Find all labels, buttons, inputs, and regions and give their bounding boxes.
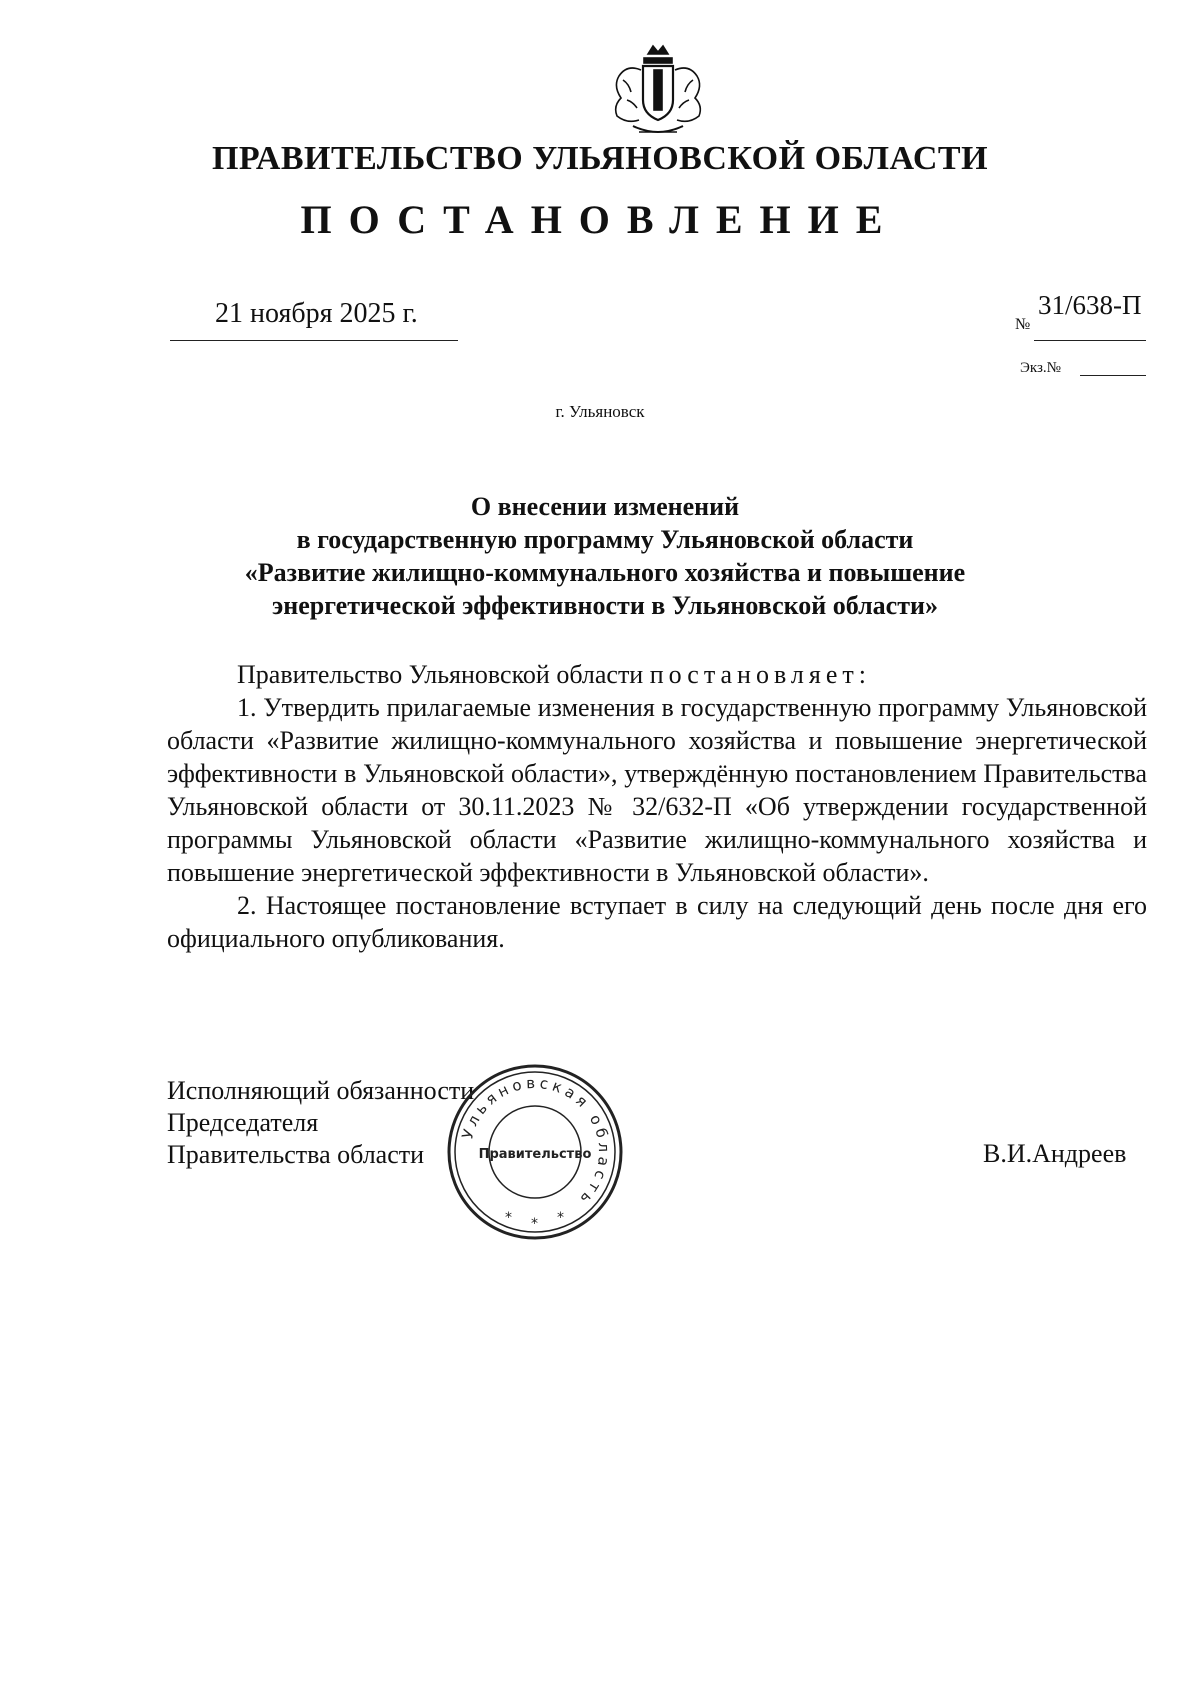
preamble-text: Правительство Ульяновской области — [237, 660, 650, 689]
city: г. Ульяновск — [555, 402, 645, 421]
document-number: 31/638-П — [1038, 290, 1142, 320]
paragraph-item-2: 2. Настоящее постановление вступает в силу на следующий день после дня его официального опубликования. — [167, 891, 1147, 953]
svg-text:Ульяновская область: Ульяновская область — [458, 1073, 614, 1211]
title-line: энергетической эффективности в Ульяновской области» — [272, 591, 938, 620]
svg-text:*: * — [557, 1210, 564, 1226]
copy-number-label: Экз.№ — [1020, 360, 1061, 376]
title-line: О внесении изменений — [470, 492, 740, 521]
preamble — [167, 658, 1147, 691]
document-type: ПОСТАНОВЛЕНИЕ — [300, 197, 900, 242]
svg-text:*: * — [531, 1216, 538, 1232]
position-line: Правительства области — [167, 1140, 425, 1169]
document-date: 21 ноября 2025 г. — [215, 298, 418, 329]
title-line: в государственную программу Ульяновской области — [296, 525, 914, 554]
signatory-position — [167, 1075, 474, 1171]
document-title — [220, 490, 990, 622]
paragraph-item-1: 1. Утвердить прилагаемые изменения в государственную программу Ульяновской области «Развитие жилищно-коммунального хозяйства и повышение энергетической эффективности в Ульяновской области», утверждённую постановлением Правительства Ульяновской области от 30.11.2023 № 32/632-П «Об утверждении государственной программы Ульяновской области «Развитие жилищно-коммунального хозяйства и повышение энергетической эффективности в Ульяновской области». — [167, 693, 1147, 887]
title-line: «Развитие жилищно-коммунального хозяйства и повышение — [244, 558, 966, 587]
position-line: Исполняющий обязанности — [167, 1076, 475, 1105]
number-label: № — [1015, 316, 1031, 333]
svg-text:Правительство: Правительство — [478, 1147, 592, 1162]
copy-number-underline — [1080, 375, 1146, 376]
number-underline — [1034, 340, 1146, 341]
organization-name: ПРАВИТЕЛЬСТВО УЛЬЯНОВСКОЙ ОБЛАСТИ — [211, 140, 989, 177]
coat-of-arms-emblem — [603, 40, 713, 140]
preamble-verb: постановляет: — [649, 660, 871, 689]
position-line: Председателя — [167, 1108, 319, 1137]
document-body — [167, 658, 1147, 955]
svg-text:*: * — [505, 1210, 512, 1226]
signatory-name: В.И.Андреев — [983, 1139, 1127, 1168]
official-stamp — [445, 1062, 625, 1242]
date-underline — [170, 340, 458, 341]
